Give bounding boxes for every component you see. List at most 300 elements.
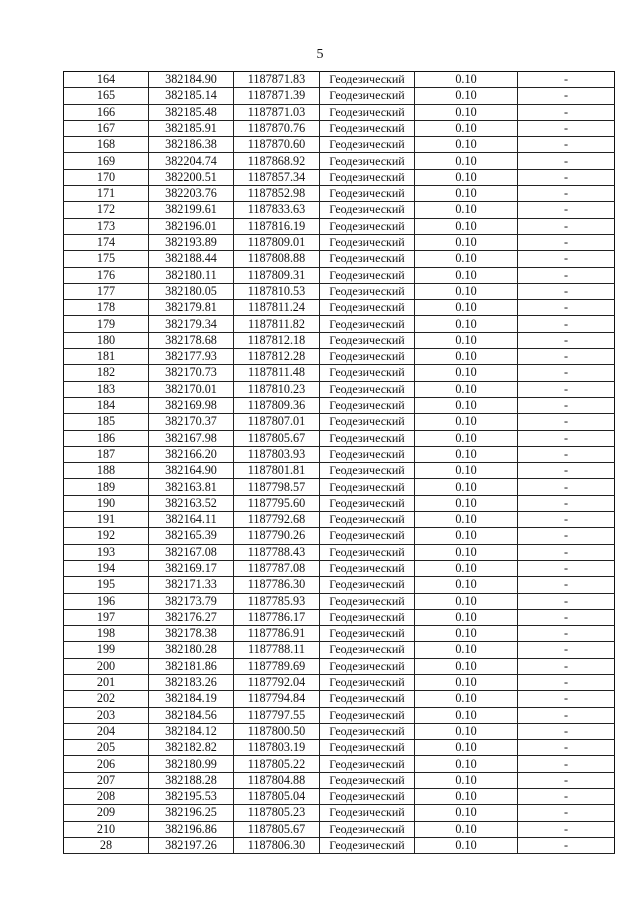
coordinates-table: [63, 71, 615, 854]
accuracy-cell: 0.10: [415, 349, 518, 365]
point-number-cell: 198: [64, 626, 149, 642]
method-cell: Геодезический: [320, 674, 415, 690]
point-number-cell: 179: [64, 316, 149, 332]
y-coordinate-cell: 1187804.88: [234, 772, 320, 788]
method-cell: Геодезический: [320, 593, 415, 609]
table-row: [64, 512, 615, 528]
method-cell: Геодезический: [320, 446, 415, 462]
point-number-cell: 183: [64, 381, 149, 397]
table-row: [64, 218, 615, 234]
method-cell: Геодезический: [320, 805, 415, 821]
y-coordinate-cell: 1187833.63: [234, 202, 320, 218]
x-coordinate-cell: 382184.56: [149, 707, 234, 723]
x-coordinate-cell: 382185.91: [149, 120, 234, 136]
note-cell: -: [518, 397, 615, 413]
method-cell: Геодезический: [320, 560, 415, 576]
accuracy-cell: 0.10: [415, 234, 518, 250]
note-cell: -: [518, 837, 615, 853]
note-cell: -: [518, 120, 615, 136]
accuracy-cell: 0.10: [415, 691, 518, 707]
point-number-cell: 208: [64, 789, 149, 805]
note-cell: -: [518, 218, 615, 234]
note-cell: -: [518, 283, 615, 299]
table-row: [64, 349, 615, 365]
x-coordinate-cell: 382184.90: [149, 72, 234, 88]
table-row: [64, 251, 615, 267]
accuracy-cell: 0.10: [415, 560, 518, 576]
method-cell: Геодезический: [320, 381, 415, 397]
y-coordinate-cell: 1187801.81: [234, 463, 320, 479]
y-coordinate-cell: 1187868.92: [234, 153, 320, 169]
note-cell: -: [518, 316, 615, 332]
table-row: [64, 300, 615, 316]
accuracy-cell: 0.10: [415, 365, 518, 381]
note-cell: -: [518, 446, 615, 462]
note-cell: -: [518, 381, 615, 397]
point-number-cell: 194: [64, 560, 149, 576]
accuracy-cell: 0.10: [415, 756, 518, 772]
x-coordinate-cell: 382179.34: [149, 316, 234, 332]
y-coordinate-cell: 1187803.93: [234, 446, 320, 462]
x-coordinate-cell: 382171.33: [149, 577, 234, 593]
accuracy-cell: 0.10: [415, 740, 518, 756]
table-row: [64, 593, 615, 609]
table-row: [64, 821, 615, 837]
note-cell: -: [518, 821, 615, 837]
note-cell: -: [518, 202, 615, 218]
x-coordinate-cell: 382199.61: [149, 202, 234, 218]
method-cell: Геодезический: [320, 430, 415, 446]
y-coordinate-cell: 1187805.04: [234, 789, 320, 805]
point-number-cell: 192: [64, 528, 149, 544]
y-coordinate-cell: 1187809.01: [234, 234, 320, 250]
note-cell: -: [518, 463, 615, 479]
y-coordinate-cell: 1187870.76: [234, 120, 320, 136]
x-coordinate-cell: 382170.73: [149, 365, 234, 381]
y-coordinate-cell: 1187811.48: [234, 365, 320, 381]
point-number-cell: 204: [64, 723, 149, 739]
method-cell: Геодезический: [320, 234, 415, 250]
x-coordinate-cell: 382204.74: [149, 153, 234, 169]
note-cell: -: [518, 137, 615, 153]
method-cell: Геодезический: [320, 512, 415, 528]
method-cell: Геодезический: [320, 756, 415, 772]
point-number-cell: 193: [64, 544, 149, 560]
table-row: [64, 495, 615, 511]
point-number-cell: 190: [64, 495, 149, 511]
x-coordinate-cell: 382167.98: [149, 430, 234, 446]
note-cell: -: [518, 577, 615, 593]
accuracy-cell: 0.10: [415, 626, 518, 642]
accuracy-cell: 0.10: [415, 577, 518, 593]
method-cell: Геодезический: [320, 267, 415, 283]
accuracy-cell: 0.10: [415, 381, 518, 397]
note-cell: -: [518, 528, 615, 544]
table-row: [64, 691, 615, 707]
table-row: [64, 609, 615, 625]
table-row: [64, 723, 615, 739]
x-coordinate-cell: 382165.39: [149, 528, 234, 544]
x-coordinate-cell: 382177.93: [149, 349, 234, 365]
accuracy-cell: 0.10: [415, 120, 518, 136]
point-number-cell: 187: [64, 446, 149, 462]
x-coordinate-cell: 382167.08: [149, 544, 234, 560]
note-cell: -: [518, 560, 615, 576]
method-cell: Геодезический: [320, 577, 415, 593]
method-cell: Геодезический: [320, 528, 415, 544]
page-number: 5: [316, 47, 324, 62]
point-number-cell: 167: [64, 120, 149, 136]
x-coordinate-cell: 382182.82: [149, 740, 234, 756]
table-row: [64, 463, 615, 479]
x-coordinate-cell: 382180.99: [149, 756, 234, 772]
y-coordinate-cell: 1187871.03: [234, 104, 320, 120]
accuracy-cell: 0.10: [415, 218, 518, 234]
accuracy-cell: 0.10: [415, 300, 518, 316]
x-coordinate-cell: 382170.37: [149, 414, 234, 430]
table-row: [64, 446, 615, 462]
x-coordinate-cell: 382178.38: [149, 626, 234, 642]
x-coordinate-cell: 382176.27: [149, 609, 234, 625]
note-cell: -: [518, 495, 615, 511]
x-coordinate-cell: 382196.86: [149, 821, 234, 837]
method-cell: Геодезический: [320, 707, 415, 723]
table-row: [64, 120, 615, 136]
x-coordinate-cell: 382173.79: [149, 593, 234, 609]
accuracy-cell: 0.10: [415, 593, 518, 609]
x-coordinate-cell: 382185.14: [149, 88, 234, 104]
accuracy-cell: 0.10: [415, 414, 518, 430]
note-cell: -: [518, 756, 615, 772]
note-cell: -: [518, 512, 615, 528]
method-cell: Геодезический: [320, 332, 415, 348]
method-cell: Геодезический: [320, 104, 415, 120]
point-number-cell: 164: [64, 72, 149, 88]
table-row: [64, 756, 615, 772]
x-coordinate-cell: 382163.52: [149, 495, 234, 511]
accuracy-cell: 0.10: [415, 479, 518, 495]
y-coordinate-cell: 1187812.18: [234, 332, 320, 348]
y-coordinate-cell: 1187803.19: [234, 740, 320, 756]
x-coordinate-cell: 382163.81: [149, 479, 234, 495]
y-coordinate-cell: 1187871.39: [234, 88, 320, 104]
accuracy-cell: 0.10: [415, 202, 518, 218]
table-row: [64, 658, 615, 674]
accuracy-cell: 0.10: [415, 251, 518, 267]
y-coordinate-cell: 1187789.69: [234, 658, 320, 674]
y-coordinate-cell: 1187810.53: [234, 283, 320, 299]
y-coordinate-cell: 1187794.84: [234, 691, 320, 707]
accuracy-cell: 0.10: [415, 544, 518, 560]
point-number-cell: 205: [64, 740, 149, 756]
note-cell: -: [518, 349, 615, 365]
note-cell: -: [518, 789, 615, 805]
x-coordinate-cell: 382180.28: [149, 642, 234, 658]
x-coordinate-cell: 382183.26: [149, 674, 234, 690]
note-cell: -: [518, 772, 615, 788]
y-coordinate-cell: 1187786.91: [234, 626, 320, 642]
y-coordinate-cell: 1187785.93: [234, 593, 320, 609]
coordinates-table-body: [64, 72, 615, 854]
note-cell: -: [518, 740, 615, 756]
x-coordinate-cell: 382197.26: [149, 837, 234, 853]
point-number-cell: 170: [64, 169, 149, 185]
method-cell: Геодезический: [320, 120, 415, 136]
method-cell: Геодезический: [320, 169, 415, 185]
point-number-cell: 174: [64, 234, 149, 250]
point-number-cell: 196: [64, 593, 149, 609]
accuracy-cell: 0.10: [415, 430, 518, 446]
method-cell: Геодезический: [320, 72, 415, 88]
point-number-cell: 186: [64, 430, 149, 446]
point-number-cell: 178: [64, 300, 149, 316]
note-cell: -: [518, 72, 615, 88]
method-cell: Геодезический: [320, 626, 415, 642]
point-number-cell: 171: [64, 186, 149, 202]
table-row: [64, 544, 615, 560]
x-coordinate-cell: 382200.51: [149, 169, 234, 185]
table-row: [64, 316, 615, 332]
x-coordinate-cell: 382185.48: [149, 104, 234, 120]
table-row: [64, 88, 615, 104]
point-number-cell: 182: [64, 365, 149, 381]
accuracy-cell: 0.10: [415, 88, 518, 104]
point-number-cell: 180: [64, 332, 149, 348]
y-coordinate-cell: 1187788.43: [234, 544, 320, 560]
x-coordinate-cell: 382169.17: [149, 560, 234, 576]
accuracy-cell: 0.10: [415, 153, 518, 169]
y-coordinate-cell: 1187857.34: [234, 169, 320, 185]
point-number-cell: 197: [64, 609, 149, 625]
method-cell: Геодезический: [320, 316, 415, 332]
method-cell: Геодезический: [320, 251, 415, 267]
note-cell: -: [518, 186, 615, 202]
note-cell: -: [518, 88, 615, 104]
point-number-cell: 203: [64, 707, 149, 723]
note-cell: -: [518, 169, 615, 185]
method-cell: Геодезический: [320, 186, 415, 202]
method-cell: Геодезический: [320, 544, 415, 560]
method-cell: Геодезический: [320, 740, 415, 756]
y-coordinate-cell: 1187805.67: [234, 821, 320, 837]
y-coordinate-cell: 1187812.28: [234, 349, 320, 365]
x-coordinate-cell: 382186.38: [149, 137, 234, 153]
x-coordinate-cell: 382180.11: [149, 267, 234, 283]
point-number-cell: 185: [64, 414, 149, 430]
point-number-cell: 209: [64, 805, 149, 821]
method-cell: Геодезический: [320, 349, 415, 365]
note-cell: -: [518, 707, 615, 723]
point-number-cell: 28: [64, 837, 149, 853]
y-coordinate-cell: 1187792.04: [234, 674, 320, 690]
accuracy-cell: 0.10: [415, 332, 518, 348]
point-number-cell: 201: [64, 674, 149, 690]
x-coordinate-cell: 382170.01: [149, 381, 234, 397]
method-cell: Геодезический: [320, 789, 415, 805]
accuracy-cell: 0.10: [415, 658, 518, 674]
point-number-cell: 172: [64, 202, 149, 218]
y-coordinate-cell: 1187870.60: [234, 137, 320, 153]
accuracy-cell: 0.10: [415, 446, 518, 462]
note-cell: -: [518, 674, 615, 690]
accuracy-cell: 0.10: [415, 805, 518, 821]
x-coordinate-cell: 382166.20: [149, 446, 234, 462]
y-coordinate-cell: 1187800.50: [234, 723, 320, 739]
table-row: [64, 674, 615, 690]
method-cell: Геодезический: [320, 821, 415, 837]
note-cell: -: [518, 723, 615, 739]
x-coordinate-cell: 382180.05: [149, 283, 234, 299]
point-number-cell: 177: [64, 283, 149, 299]
table-row: [64, 234, 615, 250]
table-row: [64, 805, 615, 821]
x-coordinate-cell: 382188.28: [149, 772, 234, 788]
method-cell: Геодезический: [320, 609, 415, 625]
note-cell: -: [518, 365, 615, 381]
y-coordinate-cell: 1187798.57: [234, 479, 320, 495]
method-cell: Геодезический: [320, 495, 415, 511]
y-coordinate-cell: 1187805.22: [234, 756, 320, 772]
point-number-cell: 188: [64, 463, 149, 479]
accuracy-cell: 0.10: [415, 837, 518, 853]
method-cell: Геодезический: [320, 283, 415, 299]
accuracy-cell: 0.10: [415, 642, 518, 658]
y-coordinate-cell: 1187786.17: [234, 609, 320, 625]
table-row: [64, 365, 615, 381]
point-number-cell: 200: [64, 658, 149, 674]
point-number-cell: 181: [64, 349, 149, 365]
note-cell: -: [518, 300, 615, 316]
accuracy-cell: 0.10: [415, 821, 518, 837]
y-coordinate-cell: 1187871.83: [234, 72, 320, 88]
accuracy-cell: 0.10: [415, 169, 518, 185]
table-row: [64, 528, 615, 544]
method-cell: Геодезический: [320, 642, 415, 658]
point-number-cell: 166: [64, 104, 149, 120]
point-number-cell: 165: [64, 88, 149, 104]
table-row: [64, 430, 615, 446]
method-cell: Геодезический: [320, 479, 415, 495]
x-coordinate-cell: 382169.98: [149, 397, 234, 413]
accuracy-cell: 0.10: [415, 772, 518, 788]
table-row: [64, 789, 615, 805]
point-number-cell: 199: [64, 642, 149, 658]
accuracy-cell: 0.10: [415, 609, 518, 625]
y-coordinate-cell: 1187805.23: [234, 805, 320, 821]
table-row: [64, 72, 615, 88]
table-row: [64, 740, 615, 756]
accuracy-cell: 0.10: [415, 72, 518, 88]
y-coordinate-cell: 1187816.19: [234, 218, 320, 234]
point-number-cell: 184: [64, 397, 149, 413]
method-cell: Геодезический: [320, 202, 415, 218]
point-number-cell: 169: [64, 153, 149, 169]
note-cell: -: [518, 267, 615, 283]
accuracy-cell: 0.10: [415, 463, 518, 479]
method-cell: Геодезический: [320, 218, 415, 234]
table-row: [64, 479, 615, 495]
y-coordinate-cell: 1187811.24: [234, 300, 320, 316]
method-cell: Геодезический: [320, 723, 415, 739]
y-coordinate-cell: 1187792.68: [234, 512, 320, 528]
y-coordinate-cell: 1187811.82: [234, 316, 320, 332]
note-cell: -: [518, 430, 615, 446]
accuracy-cell: 0.10: [415, 186, 518, 202]
table-row: [64, 283, 615, 299]
note-cell: -: [518, 609, 615, 625]
method-cell: Геодезический: [320, 414, 415, 430]
accuracy-cell: 0.10: [415, 283, 518, 299]
table-row: [64, 153, 615, 169]
x-coordinate-cell: 382203.76: [149, 186, 234, 202]
table-row: [64, 104, 615, 120]
note-cell: -: [518, 153, 615, 169]
method-cell: Геодезический: [320, 153, 415, 169]
method-cell: Геодезический: [320, 397, 415, 413]
accuracy-cell: 0.10: [415, 495, 518, 511]
method-cell: Геодезический: [320, 88, 415, 104]
accuracy-cell: 0.10: [415, 723, 518, 739]
table-row: [64, 772, 615, 788]
accuracy-cell: 0.10: [415, 789, 518, 805]
point-number-cell: 195: [64, 577, 149, 593]
table-row: [64, 137, 615, 153]
accuracy-cell: 0.10: [415, 397, 518, 413]
note-cell: -: [518, 414, 615, 430]
note-cell: -: [518, 626, 615, 642]
x-coordinate-cell: 382184.19: [149, 691, 234, 707]
note-cell: -: [518, 593, 615, 609]
y-coordinate-cell: 1187805.67: [234, 430, 320, 446]
y-coordinate-cell: 1187810.23: [234, 381, 320, 397]
note-cell: -: [518, 691, 615, 707]
note-cell: -: [518, 642, 615, 658]
accuracy-cell: 0.10: [415, 316, 518, 332]
table-row: [64, 186, 615, 202]
y-coordinate-cell: 1187809.31: [234, 267, 320, 283]
table-row: [64, 332, 615, 348]
accuracy-cell: 0.10: [415, 104, 518, 120]
table-row: [64, 560, 615, 576]
accuracy-cell: 0.10: [415, 674, 518, 690]
method-cell: Геодезический: [320, 365, 415, 381]
y-coordinate-cell: 1187807.01: [234, 414, 320, 430]
y-coordinate-cell: 1187852.98: [234, 186, 320, 202]
table-row: [64, 707, 615, 723]
method-cell: Геодезический: [320, 691, 415, 707]
table-row: [64, 381, 615, 397]
x-coordinate-cell: 382184.12: [149, 723, 234, 739]
method-cell: Геодезический: [320, 300, 415, 316]
y-coordinate-cell: 1187787.08: [234, 560, 320, 576]
method-cell: Геодезический: [320, 658, 415, 674]
note-cell: -: [518, 332, 615, 348]
method-cell: Геодезический: [320, 837, 415, 853]
y-coordinate-cell: 1187786.30: [234, 577, 320, 593]
note-cell: -: [518, 658, 615, 674]
y-coordinate-cell: 1187808.88: [234, 251, 320, 267]
table-row: [64, 577, 615, 593]
note-cell: -: [518, 479, 615, 495]
point-number-cell: 175: [64, 251, 149, 267]
x-coordinate-cell: 382164.90: [149, 463, 234, 479]
x-coordinate-cell: 382193.89: [149, 234, 234, 250]
table-row: [64, 397, 615, 413]
x-coordinate-cell: 382195.53: [149, 789, 234, 805]
point-number-cell: 207: [64, 772, 149, 788]
x-coordinate-cell: 382181.86: [149, 658, 234, 674]
x-coordinate-cell: 382196.25: [149, 805, 234, 821]
